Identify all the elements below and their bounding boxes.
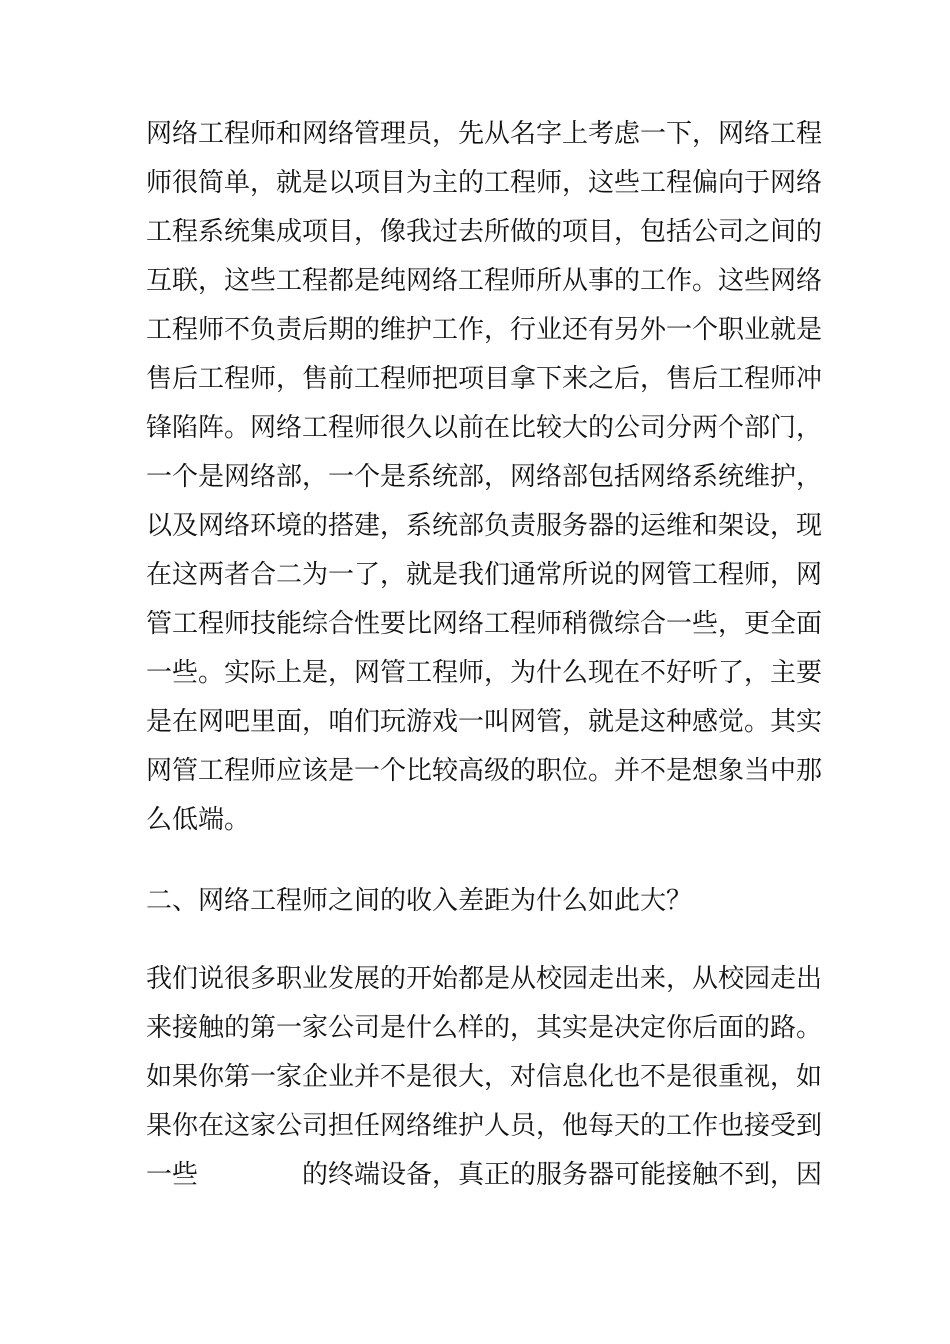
paragraph-line-with-gap bbox=[146, 1151, 826, 1200]
paragraph-line: 以及网络环境的搭建，系统部负责服务器的运维和架设，现 bbox=[146, 511, 823, 541]
paragraph-line: 互联，这些工程都是纯网络工程师所从事的工作。这些网络 bbox=[146, 266, 823, 296]
paragraph-line: 一个是网络部，一个是系统部，网络部包括网络系统维护， bbox=[146, 462, 823, 492]
paragraph-line: 师很简单，就是以项目为主的工程师，这些工程偏向于网络 bbox=[146, 168, 823, 198]
paragraph-line: 如果你第一家企业并不是很大，对信息化也不是很重视，如 bbox=[146, 1062, 823, 1092]
paragraph-line: 来接触的第一家公司是什么样的，其实是决定你后面的路。 bbox=[146, 1013, 823, 1043]
paragraph-line: 工程系统集成项目，像我过去所做的项目，包括公司之间的 bbox=[146, 217, 823, 247]
paragraph-line: 锋陷阵。网络工程师很久以前在比较大的公司分两个部门， bbox=[146, 413, 823, 443]
paragraph-line: 网络工程师和网络管理员，先从名字上考虑一下，网络工程 bbox=[146, 119, 823, 149]
paragraph-line: 我们说很多职业发展的开始都是从校园走出来，从校园走出 bbox=[146, 964, 823, 994]
paragraph-2 bbox=[146, 955, 826, 1200]
paragraph-line: 么低端。 bbox=[146, 805, 251, 835]
paragraph-line: 管工程师技能综合性要比网络工程师稍微综合一些，更全面 bbox=[146, 609, 823, 639]
paragraph-line: 在这两者合二为一了，就是我们通常所说的网管工程师，网 bbox=[146, 560, 823, 590]
paragraph-1 bbox=[146, 110, 826, 845]
line-text-before-gap: 一些 bbox=[146, 1160, 199, 1190]
paragraph-line: 网管工程师应该是一个比较高级的职位。并不是想象当中那 bbox=[146, 756, 823, 786]
section-heading-text: 二、网络工程师之间的收入差距为什么如此大？ bbox=[146, 886, 693, 916]
paragraph-line: 售后工程师，售前工程师把项目拿下来之后，售后工程师冲 bbox=[146, 364, 823, 394]
section-heading bbox=[146, 877, 826, 926]
paragraph-line: 一些。实际上是，网管工程师，为什么现在不好听了，主要 bbox=[146, 658, 823, 688]
paragraph-line: 是在网吧里面，咱们玩游戏一叫网管，就是这种感觉。其实 bbox=[146, 707, 823, 737]
paragraph-line: 工程师不负责后期的维护工作，行业还有另外一个职业就是 bbox=[146, 315, 823, 345]
paragraph-line: 果你在这家公司担任网络维护人员，他每天的工作也接受到 bbox=[146, 1111, 823, 1141]
line-text-after-gap: 的终端设备，真正的服务器可能接触不到，因 bbox=[302, 1160, 823, 1190]
